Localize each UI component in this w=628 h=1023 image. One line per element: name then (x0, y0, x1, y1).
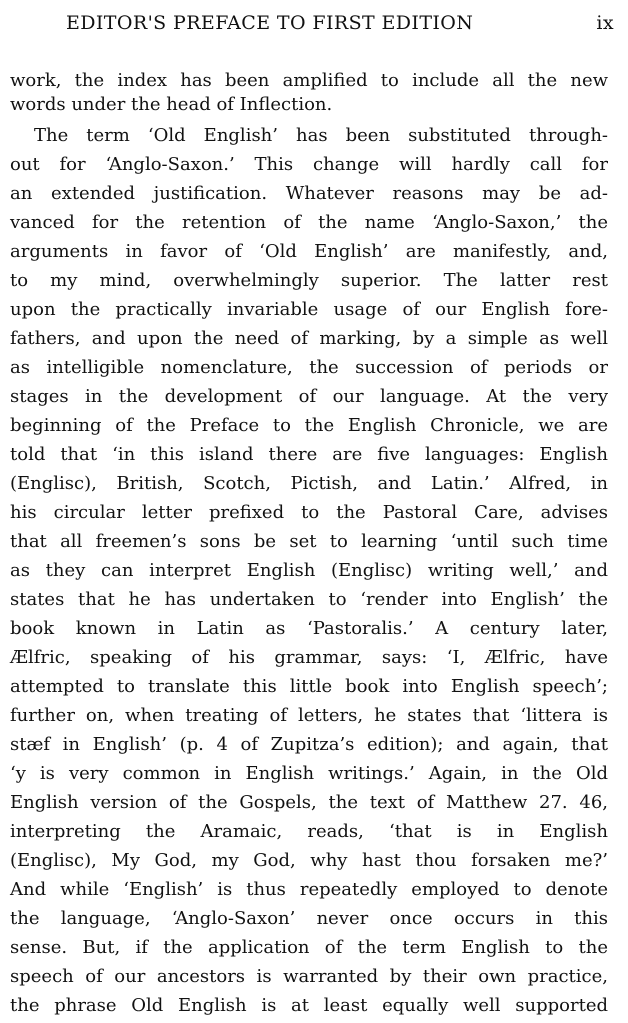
running-header (14, 12, 614, 36)
text-line: work, the index has been amplified to include all the new (10, 70, 608, 91)
running-title: EDITOR'S PREFACE TO FIRST EDITION (66, 12, 474, 34)
text-line: stages in the development of our language. At the very (10, 386, 608, 407)
text-line: interpreting the Aramaic, reads, ‘that is in English (10, 821, 608, 842)
text-line: speech of our ancestors is warranted by their own practice, (10, 966, 608, 987)
text-line: the language, ‘Anglo-Saxon’ never once occurs in this (10, 908, 608, 929)
text-line: further on, when treating of letters, he states that ‘littera is (10, 705, 608, 726)
text-line: sense. But, if the application of the term English to the (10, 937, 608, 958)
text-line: And while ‘English’ is thus repeatedly employed to denote (10, 879, 608, 900)
text-line: Ælfric, speaking of his grammar, says: ‘I, Ælfric, have (10, 647, 608, 668)
text-line: upon the practically invariable usage of our English fore- (10, 299, 608, 320)
text-line: The term ‘Old English’ has been substituted through- (34, 125, 608, 146)
text-line: attempted to translate this little book into English speech’; (10, 676, 608, 697)
text-line: beginning of the Preface to the English Chronicle, we are (10, 415, 608, 436)
text-line: an extended justification. Whatever reasons may be ad- (10, 183, 608, 204)
text-line: English version of the Gospels, the text of Matthew 27. 46, (10, 792, 608, 813)
text-line: as intelligible nomenclature, the succession of periods or (10, 357, 608, 378)
text-line: that all freemen’s sons be set to learning ‘until such time (10, 531, 608, 552)
text-line: as they can interpret English (Englisc) writing well,’ and (10, 560, 608, 581)
text-line: (Englisc), British, Scotch, Pictish, and Latin.’ Alfred, in (10, 473, 608, 494)
text-line: out for ‘Anglo-Saxon.’ This change will hardly call for (10, 154, 608, 175)
text-line: the phrase Old English is at least equally well supported (10, 995, 608, 1016)
text-line: to my mind, overwhelmingly superior. The latter rest (10, 270, 608, 291)
text-line: told that ‘in this island there are five languages: English (10, 444, 608, 465)
text-line: words under the head of Inflection. (10, 94, 333, 115)
text-line: ‘y is very common in English writings.’ Again, in the Old (10, 763, 608, 784)
page-number: ix (596, 12, 614, 34)
text-line: vanced for the retention of the name ‘Anglo-Saxon,’ the (10, 212, 608, 233)
text-line: his circular letter prefixed to the Pastoral Care, advises (10, 502, 608, 523)
text-line: stæf in English’ (p. 4 of Zupitza’s edition); and again, that (10, 734, 608, 755)
text-line: arguments in favor of ‘Old English’ are manifestly, and, (10, 241, 608, 262)
text-line: (Englisc), My God, my God, why hast thou forsaken me?’ (10, 850, 608, 871)
text-line: states that he has undertaken to ‘render into English’ the (10, 589, 608, 610)
text-line: fathers, and upon the need of marking, by a simple as well (10, 328, 608, 349)
text-line: book known in Latin as ‘Pastoralis.’ A century later, (10, 618, 608, 639)
